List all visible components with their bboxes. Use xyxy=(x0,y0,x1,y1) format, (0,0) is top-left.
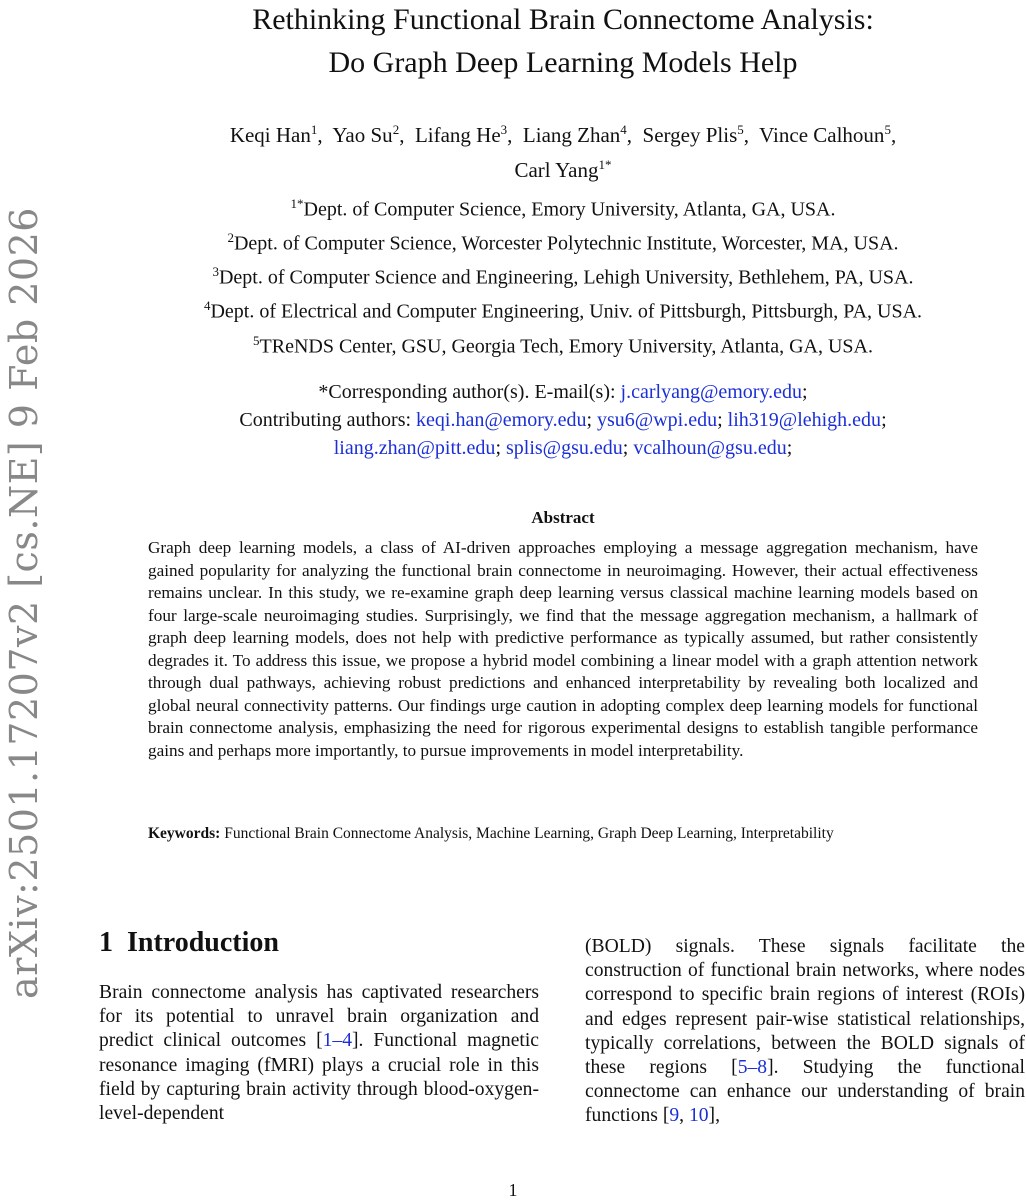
section-number: 1 xyxy=(99,927,113,958)
author: Yao Su$^2$ xyxy=(332,122,400,147)
keywords-text: Functional Brain Connectome Analysis, Machine Learning, Graph Deep Learning, Interpretability xyxy=(224,825,834,842)
author: Sergey Plis$^5$ xyxy=(642,122,744,147)
affiliation: $^2$Dept. of Computer Science, Worcester Polytechnic Institute, Worcester, MA, USA. xyxy=(227,230,899,255)
citation-link[interactable]: 1–4 xyxy=(322,1030,352,1052)
corresponding-label: *Corresponding author(s). E-mail(s): xyxy=(318,381,616,403)
citation-link[interactable]: 5–8 xyxy=(737,1057,768,1079)
abstract-body: Graph deep learning models, a class of AI-driven approaches employing a message aggregation mechanism, have gained popularity for analyzing the functional brain connectome in neuroimaging. However, their actual effectiveness remains unclear. In this study, we re-examine graph deep learning versus classical machine learning models based on four large-scale neuroimaging studies. Surprisingly, we find that the message aggregation mechanism, a hallmark of graph deep learning models, does not help with predictive performance as typically assumed, but rather consistently degrades it. To address this issue, we propose a hybrid model combining a linear model with a graph attention network through dual pathways, achieving robust predictions and enhanced interpretability by revealing both localized and global neural connectivity patterns. Our findings urge caution in adopting complex deep learning models for functional brain connectome analysis, emphasizing the need for rigorous experimental designs to establish tangible performance gains and perhaps more importantly, to pursue improvements in model interpretability. xyxy=(148,538,978,760)
arxiv-sidebar-stamp xyxy=(0,207,48,999)
citation-link[interactable]: 9 xyxy=(669,1105,680,1127)
email-link[interactable]: splis@gsu.edu xyxy=(506,437,623,459)
affiliation: $^{1*}$Dept. of Computer Science, Emory University, Atlanta, GA, USA. xyxy=(290,196,836,221)
title-line-1: Rethinking Functional Brain Connectome Analysis: xyxy=(252,3,874,36)
paper-title xyxy=(100,0,1026,84)
keywords xyxy=(148,824,978,844)
keywords-label: Keywords: xyxy=(148,825,221,842)
author: Carl Yang$^{1*}$ xyxy=(514,157,612,182)
email-link[interactable]: ysu6@wpi.edu xyxy=(597,409,718,431)
intro-left-column: Brain connectome analysis has captivated researchers for its potential to unravel brain organization and predict clinical outcomes [1–4]. Functional magnetic resonance imaging (fMRI) plays a crucial role in this field by capturing brain activity through blood-oxygen-level-dependent xyxy=(99,982,539,1125)
author: Lifang He$^3$ xyxy=(414,122,508,147)
title-line-2: Do Graph Deep Learning Models Help xyxy=(328,46,798,79)
affiliation: $^4$Dept. of Electrical and Computer Engineering, Univ. of Pittsburgh, Pittsburgh, PA, USA. xyxy=(203,298,923,324)
citation-link[interactable]: 10 xyxy=(688,1105,709,1127)
email-link[interactable]: j.carlyang@emory.edu xyxy=(620,381,803,403)
section-title: Introduction xyxy=(127,927,279,958)
section-heading xyxy=(99,927,279,959)
author-list: Keqi Han$^1$, Yao Su$^2$, Lifang He$^3$, Liang Zhan$^4$, Sergey Plis$^5$, Vince Calhoun$^5$, Carl Yang$^{1*}$ xyxy=(229,122,897,182)
email-link[interactable]: keqi.han@emory.edu xyxy=(416,409,587,431)
affiliation: $^3$Dept. of Computer Science and Engineering, Lehigh University, Bethlehem, PA, USA. xyxy=(212,264,914,289)
author: Liang Zhan$^4$ xyxy=(522,122,627,147)
email-link[interactable]: lih319@lehigh.edu xyxy=(727,409,882,431)
author: Vince Calhoun$^5$ xyxy=(759,122,891,147)
contributing-label: Contributing authors: xyxy=(239,409,412,431)
intro-right-column: (BOLD) signals. These signals facilitate the construction of functional brain networks, where nodes correspond to specific brain regions of interest (ROIs) and edges represent pair-wise statistical relationships, typically correlations, between the BOLD signals of these regions [5–8]. Studying the functional connectome can enhance our understanding of brain functions [9, 10], xyxy=(585,936,1026,1127)
page-number: 1 xyxy=(508,1180,518,1200)
affiliation: $^5$TReNDS Center, GSU, Georgia Tech, Emory University, Atlanta, GA, USA. xyxy=(253,332,873,358)
affiliations xyxy=(100,190,1026,361)
author: Keqi Han$^1$ xyxy=(229,122,318,147)
author-emails: *Corresponding author(s). E-mail(s): j.carlyang@emory.edu; Contributing authors: keqi.han@emory.edu; ysu6@wpi.edu; lih319@lehigh.edu; liang.zhan@pitt.edu; splis@gsu.edu; vcalhoun@gsu.edu; xyxy=(239,381,887,459)
arxiv-identifier: arXiv:2501.17207v2 [cs.NE] 9 Feb 2026 xyxy=(2,207,47,999)
email-link[interactable]: vcalhoun@gsu.edu xyxy=(633,437,787,459)
email-link[interactable]: liang.zhan@pitt.edu xyxy=(333,437,496,459)
abstract-heading: Abstract xyxy=(531,508,595,527)
